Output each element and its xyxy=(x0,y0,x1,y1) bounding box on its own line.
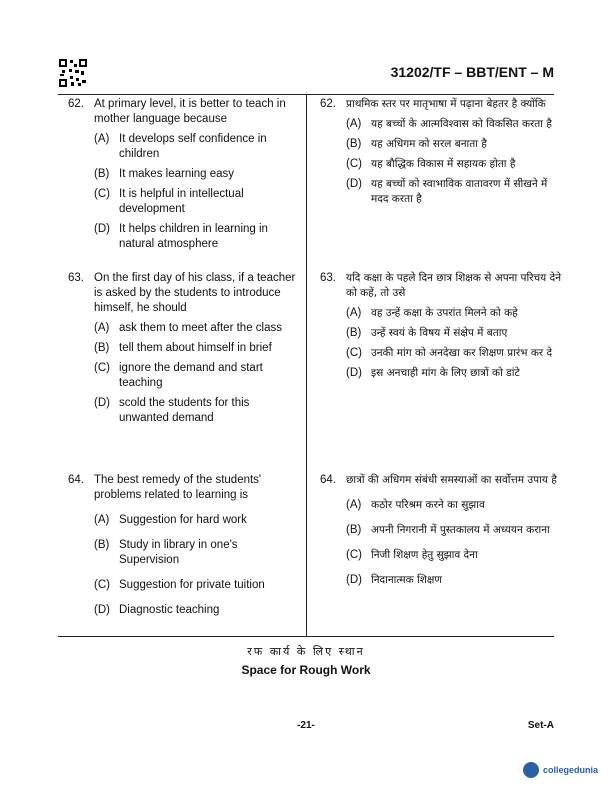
question-stem: यदि कक्षा के पहले दिन छात्र शिक्षक से अपना परिचय देने को कहें, तो उसे xyxy=(346,272,562,299)
option-a: (A) कठोर परिश्रम करने का सुझाव xyxy=(346,499,485,511)
option-b: (B) tell them about himself in brief xyxy=(94,342,272,354)
option-b: (B) यह अधिगम को सरल बनाता है xyxy=(346,138,487,150)
qr-code xyxy=(58,58,88,88)
question-63-en xyxy=(68,271,298,426)
question-number: 64. xyxy=(68,474,84,486)
option-d: (D) scold the students for this unwanted demand xyxy=(94,397,250,424)
question-stem: On the first day of his class, if a teacher is asked by the students to introduce himself, he should xyxy=(94,272,296,314)
option-a: (A) यह बच्चों के आत्मविश्वास को विकसित करता है xyxy=(346,118,552,130)
question-stem: At primary level, it is better to teach in mother language because xyxy=(94,98,286,125)
question-64-hi xyxy=(320,473,566,588)
option-a: (A) It develops self confidence in children xyxy=(94,133,267,160)
question-stem: प्राथमिक स्तर पर मातृभाषा में पढ़ाना बेहतर है क्योंकि xyxy=(346,98,546,110)
question-62-en xyxy=(68,97,298,252)
question-stem: The best remedy of the students' problems related to learning is xyxy=(94,474,262,501)
column-divider xyxy=(306,95,307,636)
question-number: 64. xyxy=(320,474,336,486)
option-d: (D) निदानात्मक शिक्षण xyxy=(346,574,442,586)
option-b: (B) Study in library in one's Supervision xyxy=(94,539,238,566)
page-number: -21- xyxy=(297,720,315,731)
option-a: (A) ask them to meet after the class xyxy=(94,322,282,334)
question-63-hi xyxy=(320,271,566,381)
question-number: 62. xyxy=(320,98,336,110)
question-number: 63. xyxy=(320,272,336,284)
logo-icon xyxy=(523,762,539,778)
set-label: Set-A xyxy=(527,720,554,731)
rough-work-label: Space for Rough Work xyxy=(241,663,371,677)
option-b: (B) अपनी निगरानी में पुस्तकालय में अध्ययन कराना xyxy=(346,524,550,536)
option-b: (B) It makes learning easy xyxy=(94,168,235,180)
question-number: 63. xyxy=(68,272,84,284)
option-a: (A) वह उन्हें कक्षा के उपरांत मिलने को कहे xyxy=(346,307,518,319)
option-d: (D) यह बच्चों को स्वाभाविक वातावरण में सीखने में मदद करता है xyxy=(346,178,548,205)
option-a: (A) Suggestion for hard work xyxy=(94,514,247,526)
rough-work-label-hindi: रफ कार्य के लिए स्थान xyxy=(247,645,365,658)
question-62-hi xyxy=(320,97,566,207)
bottom-rule xyxy=(58,636,554,637)
question-stem: छात्रों की अधिगम संबंधी समस्याओं का सर्वोत्तम उपाय है xyxy=(346,474,557,486)
logo-text: collegedunia xyxy=(542,765,598,775)
option-d: (D) इस अनचाही मांग के लिए छात्रों को डांटे xyxy=(346,367,520,379)
option-d: (D) It helps children in learning in natural atmosphere xyxy=(94,223,268,250)
option-c: (C) निजी शिक्षण हेतु सुझाव देना xyxy=(346,549,478,561)
option-c: (C) Suggestion for private tuition xyxy=(94,579,265,591)
option-b: (B) उन्हें स्वयं के विषय में संक्षेप में बताए xyxy=(346,327,508,339)
option-c: (C) It is helpful in intellectual development xyxy=(94,188,244,215)
watermark-logo xyxy=(523,762,598,778)
question-64-en xyxy=(68,473,298,618)
exam-code: 31202/TF – BBT/ENT – M xyxy=(390,64,554,80)
option-c: (C) ignore the demand and start teaching xyxy=(94,362,263,389)
option-c: (C) यह बौद्धिक विकास में सहायक होता है xyxy=(346,158,516,170)
option-c: (C) उनकी मांग को अनदेखा कर शिक्षण प्रारंभ कर दे xyxy=(346,347,553,359)
option-d: (D) Diagnostic teaching xyxy=(94,604,220,616)
question-number: 62. xyxy=(68,98,84,110)
